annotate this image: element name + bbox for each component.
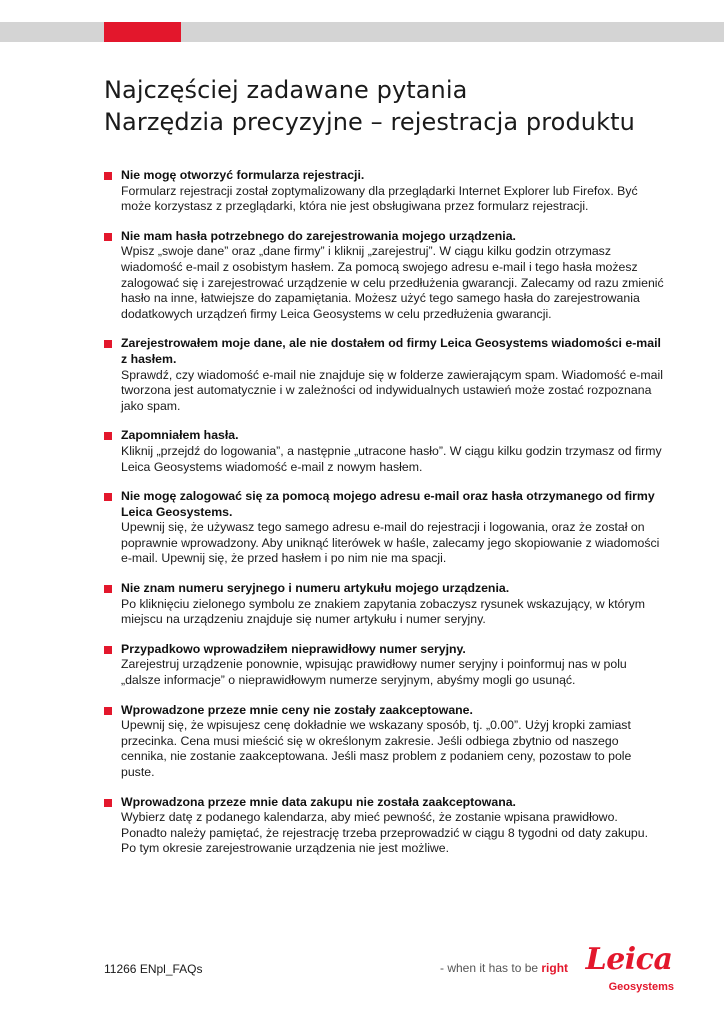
faq-question: Wprowadzone przeze mnie ceny nie zostały zaakceptowane. [121, 702, 473, 717]
faq-question: Wprowadzona przeze mnie data zakupu nie została zaakceptowana. [121, 794, 516, 809]
faq-question: Nie mogę otworzyć formularza rejestracji. [121, 168, 365, 182]
faq-answer: Wybierz datę z podanego kalendarza, aby mieć pewność, że zostanie wpisana prawidłowo. Ponadto należy pamiętać, że rejestrację trzeba przeprowadzić w ciągu 8 tygodni od daty zakupu. Po tym okresie zarejestrowanie urządzenia nie jest możliwe. [121, 810, 649, 856]
square-bullet-icon [104, 646, 112, 654]
faq-item [104, 489, 664, 567]
faq-answer: Zarejestruj urządzenie ponownie, wpisując prawidłowy numer seryjny i poinformuj nas w polu „dalsze informacje” o nieprawidłowym numerze seryjnym, abyśmy mogli go usunąć. [121, 657, 627, 688]
square-bullet-icon [104, 340, 112, 348]
faq-list [104, 168, 664, 871]
faq-question: Nie mogę zalogować się za pomocą mojego adresu e-mail oraz hasła otrzymanego od firmy Leica Geosystems. [121, 489, 655, 519]
title-line-1: Najczęściej zadawane pytania [104, 76, 468, 104]
faq-item [104, 795, 664, 857]
square-bullet-icon [104, 707, 112, 715]
faq-item [104, 642, 664, 689]
leica-logo [584, 942, 674, 998]
faq-question: Nie znam numeru seryjnego i numeru artykułu mojego urządzenia. [121, 581, 510, 596]
logo-wordmark: Leica [585, 942, 673, 977]
faq-item [104, 336, 664, 414]
tagline-accent: right [541, 961, 569, 975]
faq-answer: Po kliknięciu zielonego symbolu ze znakiem zapytania zobaczysz rysunek wskazujący, w którym miejscu na urządzeniu znajduje się numer artykułu i numer seryjny. [121, 596, 645, 627]
faq-question: Zarejestrowałem moje dane, ale nie dostałem od firmy Leica Geosystems wiadomości e-mail z hasłem. [121, 336, 661, 366]
faq-question: Nie mam hasła potrzebnego do zarejestrowania mojego urządzenia. [121, 228, 516, 243]
faq-answer: Upewnij się, że używasz tego samego adresu e-mail do rejestracji i logowania, oraz że został on poprawnie wprowadzony. Aby uniknąć literówek w haśle, zalecamy jego skopiowanie z wiadomości e-mail. Upewnij się, że przed hasłem i po nim nie ma spacji. [121, 520, 660, 566]
faq-item [104, 168, 664, 215]
square-bullet-icon [104, 585, 112, 593]
square-bullet-icon [104, 233, 112, 241]
faq-answer: Kliknij „przejdź do logowania”, a następnie „utracone hasło”. W ciągu kilku godzin trzymasz od firmy Leica Geosystems wiadomość e-mail z nowym hasłem. [121, 443, 662, 474]
logo-subtitle: Geosystems [608, 981, 674, 993]
faq-item [104, 428, 664, 475]
faq-item [104, 703, 664, 781]
faq-answer: Sprawdź, czy wiadomość e-mail nie znajduje się w folderze zawierającym spam. Wiadomość e-mail tworzona jest automatycznie i w zależności od indywidualnych ustawień może zostać rozpoznana jako spam. [121, 367, 663, 413]
square-bullet-icon [104, 432, 112, 440]
document-code: 11266 ENpl_FAQs [104, 962, 203, 976]
square-bullet-icon [104, 493, 112, 501]
faq-answer: Wpisz „swoje dane” oraz „dane firmy” i kliknij „zarejestruj”. W ciągu kilku godzin otrzymasz wiadomość e-mail z osobistym hasłem. Za pomocą swojego adresu e-mail i tego hasła możesz zalogować się i zarejestrować urządzenie w celu przedłużenia gwarancji. Zalecamy od razu zmienić hasło na inne, łatwiejsze do zapamiętania. Możesz użyć tego samego hasła do zarejestrowania dodatkowych urządzeń firmy Leica Geosystems w celu przedłużenia gwarancji. [121, 244, 664, 321]
header-accent-block [104, 22, 181, 42]
faq-question: Przypadkowo wprowadziłem nieprawidłowy numer seryjny. [121, 641, 466, 656]
square-bullet-icon [104, 172, 112, 180]
faq-item [104, 581, 664, 628]
title-line-2: Narzędzia precyzyjne – rejestracja produktu [104, 108, 635, 136]
square-bullet-icon [104, 799, 112, 807]
faq-answer: Upewnij się, że wpisujesz cenę dokładnie we wskazany sposób, tj. „0.00”. Użyj kropki zamiast przecinka. Cena musi mieścić się w określonym zakresie. Jeśli odbiega zbytnio od naszego cennika, nie zostanie zaakceptowana. Jeśli masz problem z podaniem ceny, pozostaw to pole puste. [121, 718, 632, 779]
tagline-text: - when it has to be [440, 961, 542, 975]
faq-answer: Formularz rejestracji został zoptymalizowany dla przeglądarki Internet Explorer lub Firefox. Być może korzystasz z przeglądarki, która nie jest obsługiwana przez formularz rejestracji. [121, 183, 638, 214]
faq-question: Zapomniałem hasła. [121, 428, 239, 443]
tagline [440, 961, 568, 975]
faq-item [104, 229, 664, 323]
page-title [104, 74, 704, 138]
